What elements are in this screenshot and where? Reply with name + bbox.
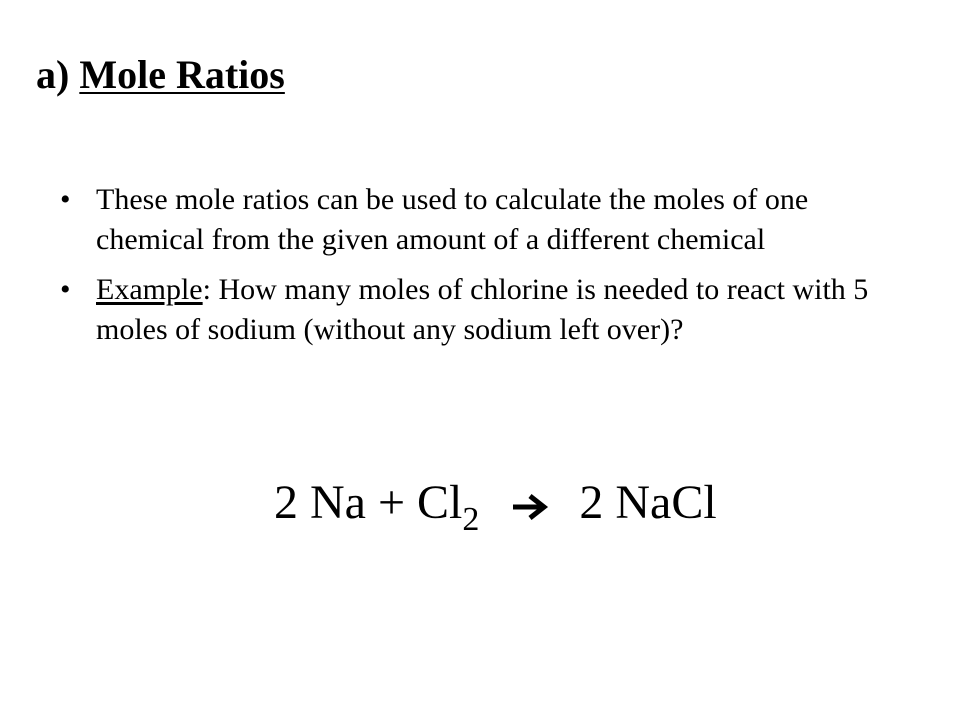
bullet-icon: • xyxy=(60,183,71,216)
chemical-equation xyxy=(274,474,717,536)
right-arrow-icon xyxy=(513,478,549,536)
example-separator: : xyxy=(202,273,211,306)
slide-title xyxy=(36,52,285,98)
title-prefix: a) xyxy=(36,52,80,97)
equation-products: 2 NaCl xyxy=(579,476,717,529)
bullet-item xyxy=(60,270,890,350)
bullet-text: How many moles of chlorine is needed to react with 5 moles of sodium (without any sodium left over)? xyxy=(96,273,869,346)
bullet-text: These mole ratios can be used to calculate the moles of one chemical from the given amount of a different chemical xyxy=(96,183,809,256)
title-main: Mole Ratios xyxy=(79,52,285,97)
bullet-icon: • xyxy=(60,273,71,306)
equation-subscript: 2 xyxy=(462,501,480,538)
bullet-list xyxy=(60,180,890,360)
bullet-item xyxy=(60,180,890,260)
equation-reactants: 2 Na + Cl xyxy=(274,476,463,529)
example-label: Example xyxy=(96,273,203,306)
